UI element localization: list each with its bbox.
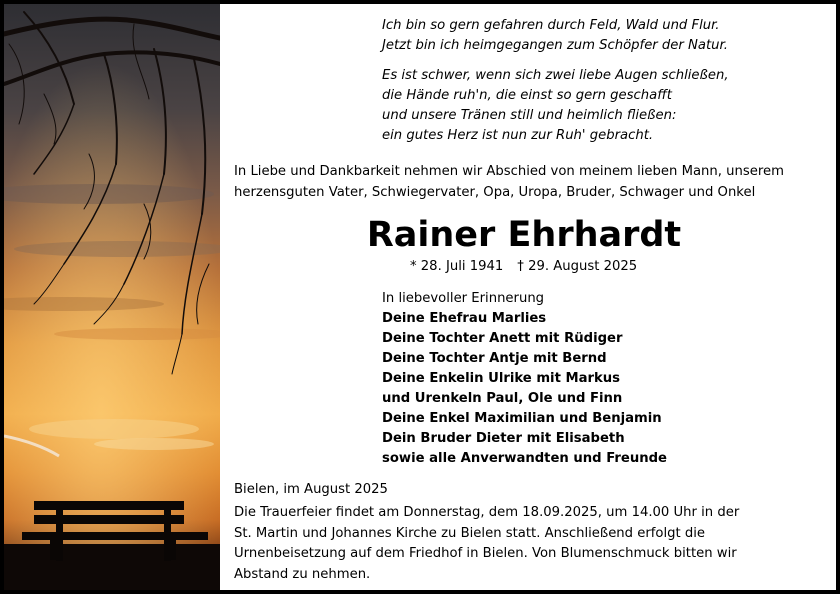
memory-heading: In liebevoller Erinnerung bbox=[382, 291, 545, 306]
service-line: Abstand zu nehmen. bbox=[234, 566, 371, 582]
death-date: † 29. August 2025 bbox=[517, 259, 638, 274]
farewell-intro bbox=[234, 162, 829, 203]
place-and-date: Bielen, im August 2025 bbox=[234, 482, 388, 497]
mourner-line: Deine Tochter Anett mit Rüdiger bbox=[382, 331, 623, 346]
poem-line: ein gutes Herz ist nun zur Ruh' gebracht. bbox=[382, 128, 654, 143]
mourner-line: Deine Enkelin Ulrike mit Markus bbox=[382, 371, 621, 386]
deceased-name: Rainer Ehrhardt bbox=[366, 215, 682, 255]
life-dates bbox=[410, 257, 710, 277]
funeral-service-info bbox=[234, 503, 829, 585]
intro-line: herzensguten Vater, Schwiegervater, Opa, Uropa, Bruder, Schwager und Onkel bbox=[234, 184, 756, 200]
poem-stanza-2 bbox=[382, 66, 822, 146]
poem-line: die Hände ruh'n, die einst so gern geschafft bbox=[382, 88, 672, 103]
sunset-bench-photo bbox=[4, 4, 220, 590]
mourner-line: Dein Bruder Dieter mit Elisabeth bbox=[382, 431, 625, 446]
service-line: Urnenbeisetzung auf dem Friedhof in Bielen. Von Blumenschmuck bitten wir bbox=[234, 546, 737, 561]
birth-date: * 28. Juli 1941 bbox=[410, 259, 504, 274]
poem-line: Ich bin so gern gefahren durch Feld, Wald und Flur. bbox=[382, 18, 720, 33]
poem-stanza-1 bbox=[382, 16, 822, 56]
notice-text-panel bbox=[220, 4, 836, 590]
poem-line: und unsere Tränen still und heimlich fließen: bbox=[382, 108, 677, 123]
mourners-list bbox=[382, 289, 822, 469]
poem-line: Es ist schwer, wenn sich zwei liebe Augen schließen, bbox=[382, 68, 729, 83]
mourner-line: sowie alle Anverwandten und Freunde bbox=[382, 451, 667, 466]
mourner-line: Deine Ehefrau Marlies bbox=[382, 311, 547, 326]
mourner-line: Deine Tochter Antje mit Bernd bbox=[382, 351, 607, 366]
mourner-line: und Urenkeln Paul, Ole und Finn bbox=[382, 391, 623, 406]
mourner-line: Deine Enkel Maximilian und Benjamin bbox=[382, 411, 662, 426]
service-line: St. Martin und Johannes Kirche zu Bielen statt. Anschließend erfolgt die bbox=[234, 525, 706, 541]
sunset-bench-image bbox=[4, 4, 220, 590]
poem bbox=[382, 16, 822, 156]
poem-line: Jetzt bin ich heimgegangen zum Schöpfer der Natur. bbox=[382, 38, 728, 53]
service-line: Die Trauerfeier findet am Donnerstag, dem 18.09.2025, um 14.00 Uhr in der bbox=[234, 505, 740, 520]
intro-line: In Liebe und Dankbarkeit nehmen wir Abschied von meinem lieben Mann, unserem bbox=[234, 164, 784, 179]
